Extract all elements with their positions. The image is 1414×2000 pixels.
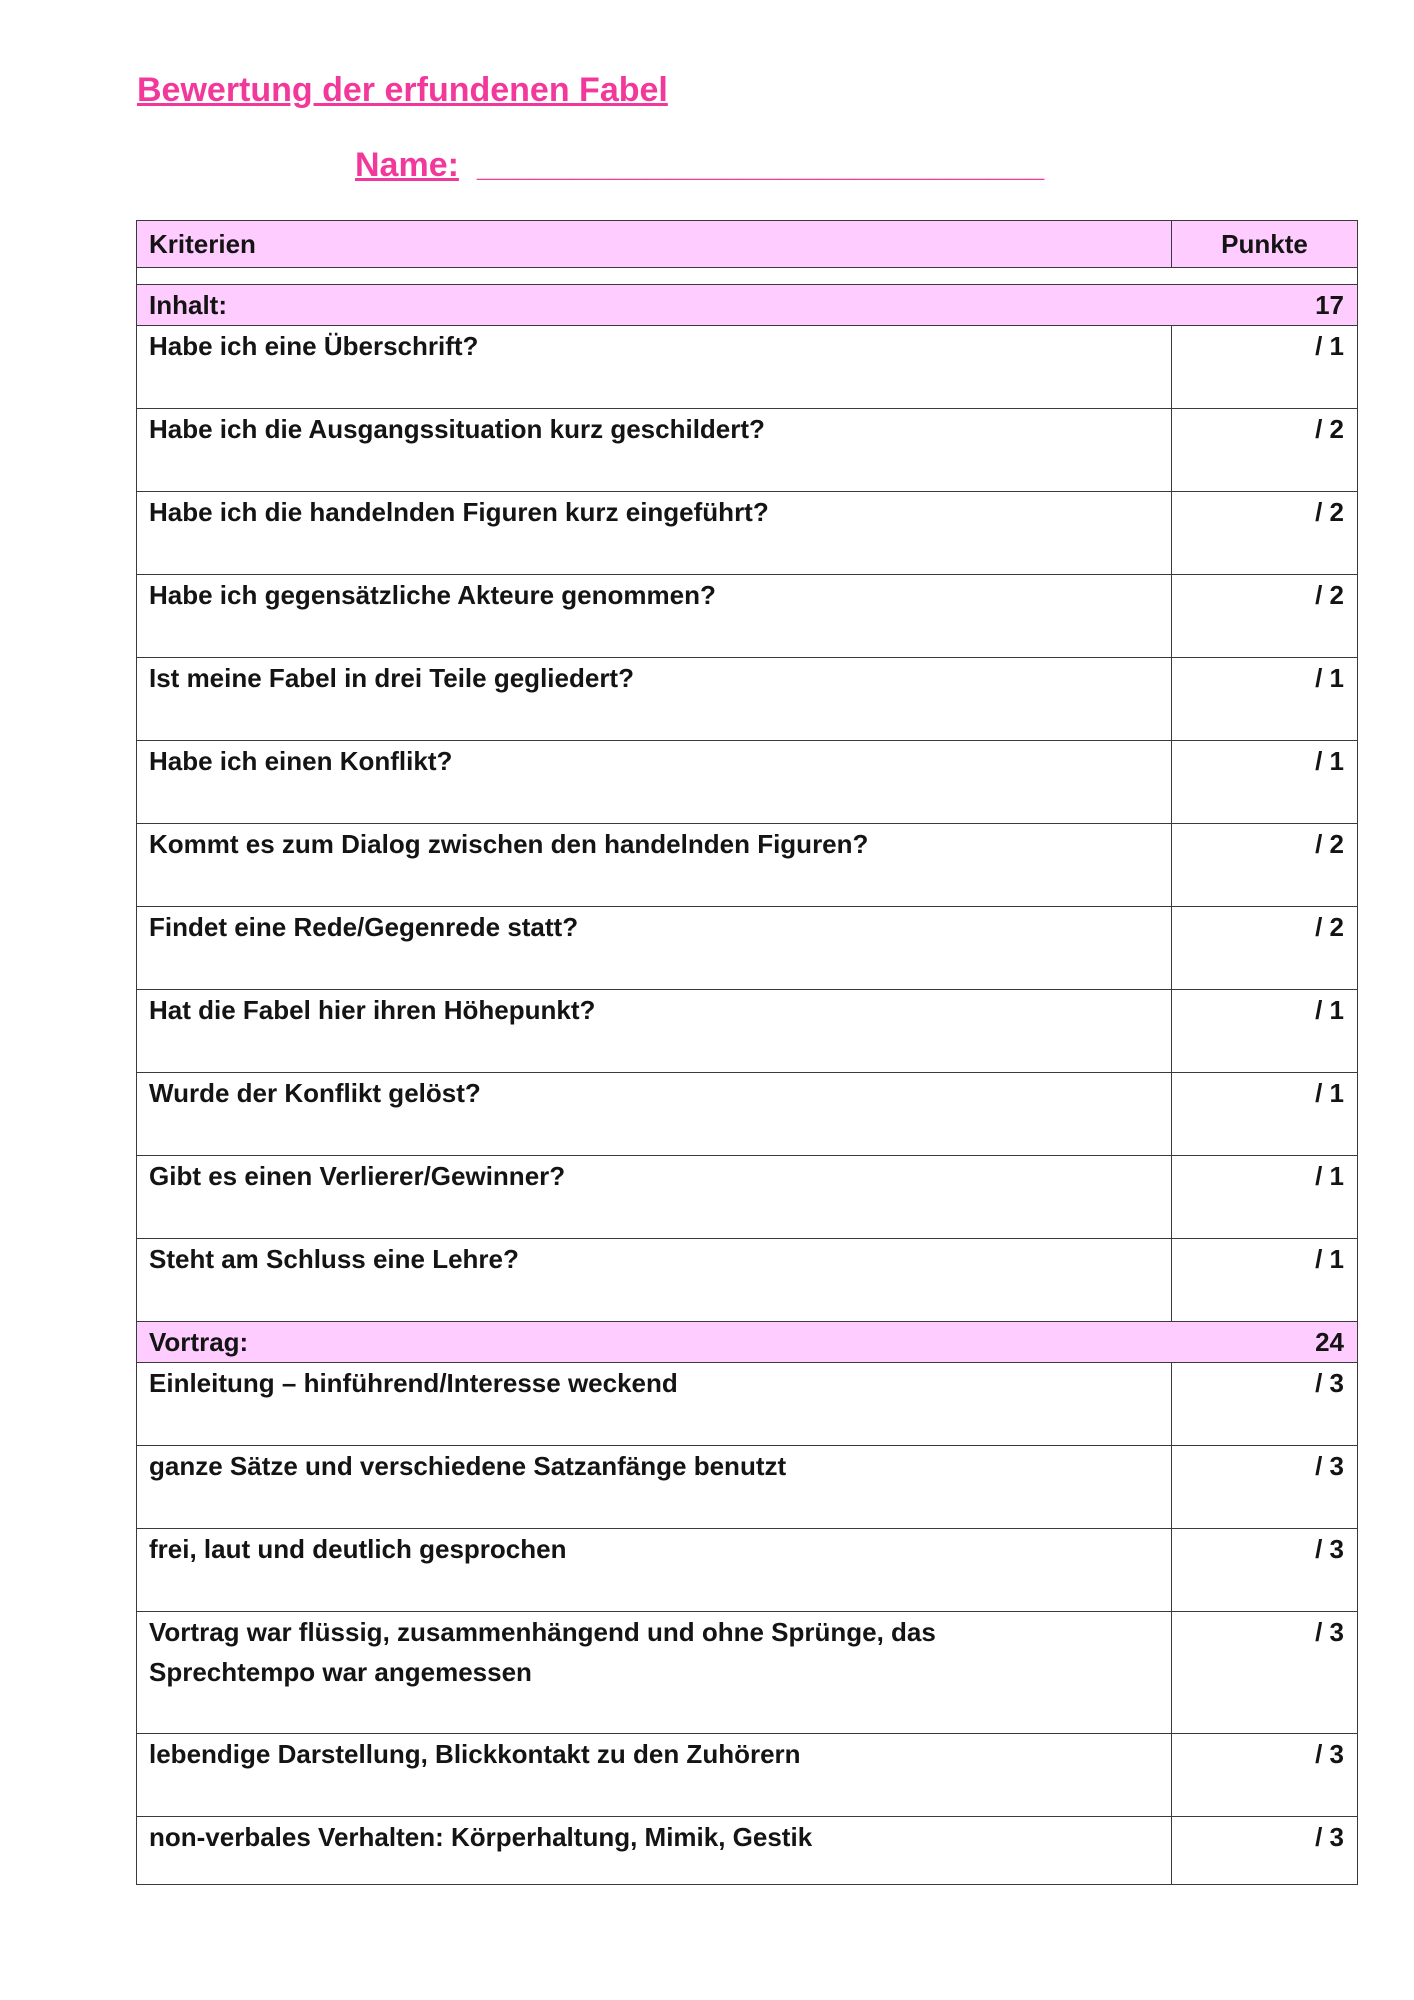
criterion-cell: Habe ich eine Überschrift? xyxy=(137,326,1172,409)
criterion-cell: Kommt es zum Dialog zwischen den handelnden Figuren? xyxy=(137,824,1172,907)
criterion-cell: frei, laut und deutlich gesprochen xyxy=(137,1529,1172,1612)
table-row xyxy=(137,1073,1358,1156)
table-row xyxy=(137,1817,1358,1885)
criterion-cell: Habe ich die handelnden Figuren kurz eingeführt? xyxy=(137,492,1172,575)
table-row xyxy=(137,409,1358,492)
name-blank-line: ______________________________ xyxy=(476,146,1045,184)
criterion-cell: Habe ich einen Konflikt? xyxy=(137,741,1172,824)
points-cell: / 2 xyxy=(1172,824,1358,907)
name-line xyxy=(355,145,1044,185)
points-cell: / 2 xyxy=(1172,575,1358,658)
name-label: Name: xyxy=(355,146,459,184)
criterion-cell: ganze Sätze und verschiedene Satzanfänge benutzt xyxy=(137,1446,1172,1529)
points-cell: / 2 xyxy=(1172,907,1358,990)
criterion-cell: Vortrag war flüssig, zusammenhängend und ohne Sprünge, das Sprechtempo war angemessen xyxy=(137,1612,1172,1734)
table-row xyxy=(137,990,1358,1073)
section-total: 24 xyxy=(1315,1327,1344,1357)
criterion-cell: Habe ich die Ausgangssituation kurz geschildert? xyxy=(137,409,1172,492)
table-row xyxy=(137,326,1358,409)
criterion-cell: Habe ich gegensätzliche Akteure genommen? xyxy=(137,575,1172,658)
points-cell: / 3 xyxy=(1172,1529,1358,1612)
table-row xyxy=(137,658,1358,741)
section-cell xyxy=(137,285,1358,326)
criterion-cell: Hat die Fabel hier ihren Höhepunkt? xyxy=(137,990,1172,1073)
points-cell: / 1 xyxy=(1172,1073,1358,1156)
column-header-criteria: Kriterien xyxy=(137,221,1172,268)
column-header-points: Punkte xyxy=(1172,221,1358,268)
points-cell: / 2 xyxy=(1172,492,1358,575)
table-row xyxy=(137,492,1358,575)
spacer-row xyxy=(137,268,1358,285)
points-cell: / 3 xyxy=(1172,1363,1358,1446)
criterion-cell: Wurde der Konflikt gelöst? xyxy=(137,1073,1172,1156)
points-cell: / 3 xyxy=(1172,1734,1358,1817)
section-total: 17 xyxy=(1315,290,1344,320)
points-cell: / 3 xyxy=(1172,1446,1358,1529)
points-cell: / 1 xyxy=(1172,658,1358,741)
criterion-cell: Steht am Schluss eine Lehre? xyxy=(137,1239,1172,1322)
points-cell: / 2 xyxy=(1172,409,1358,492)
criterion-cell: Einleitung – hinführend/Interesse weckend xyxy=(137,1363,1172,1446)
section-row-inhalt xyxy=(137,285,1358,326)
points-cell: / 1 xyxy=(1172,1156,1358,1239)
table-row xyxy=(137,1239,1358,1322)
table-row xyxy=(137,741,1358,824)
section-cell xyxy=(137,1322,1358,1363)
points-cell: / 3 xyxy=(1172,1817,1358,1885)
table-row xyxy=(137,907,1358,990)
table-row xyxy=(137,1156,1358,1239)
criterion-cell: lebendige Darstellung, Blickkontakt zu den Zuhörern xyxy=(137,1734,1172,1817)
points-cell: / 1 xyxy=(1172,1239,1358,1322)
table-row xyxy=(137,1612,1358,1734)
spacer-cell xyxy=(137,268,1358,285)
table-row xyxy=(137,1363,1358,1446)
page-title: Bewertung der erfundenen Fabel xyxy=(137,71,668,109)
table-row xyxy=(137,1734,1358,1817)
points-cell: / 1 xyxy=(1172,741,1358,824)
criterion-cell: Gibt es einen Verlierer/Gewinner? xyxy=(137,1156,1172,1239)
points-cell: / 1 xyxy=(1172,990,1358,1073)
rating-table xyxy=(136,220,1358,1885)
table-row xyxy=(137,575,1358,658)
points-cell: / 3 xyxy=(1172,1612,1358,1734)
section-row-vortrag xyxy=(137,1322,1358,1363)
points-cell: / 1 xyxy=(1172,326,1358,409)
table-row xyxy=(137,1446,1358,1529)
table-row xyxy=(137,1529,1358,1612)
table-header-row xyxy=(137,221,1358,268)
criterion-cell: Findet eine Rede/Gegenrede statt? xyxy=(137,907,1172,990)
section-label: Inhalt: xyxy=(149,290,227,320)
table-row xyxy=(137,824,1358,907)
criterion-cell: Ist meine Fabel in drei Teile gegliedert? xyxy=(137,658,1172,741)
section-label: Vortrag: xyxy=(149,1327,249,1357)
criterion-cell: non-verbales Verhalten: Körperhaltung, Mimik, Gestik xyxy=(137,1817,1172,1885)
